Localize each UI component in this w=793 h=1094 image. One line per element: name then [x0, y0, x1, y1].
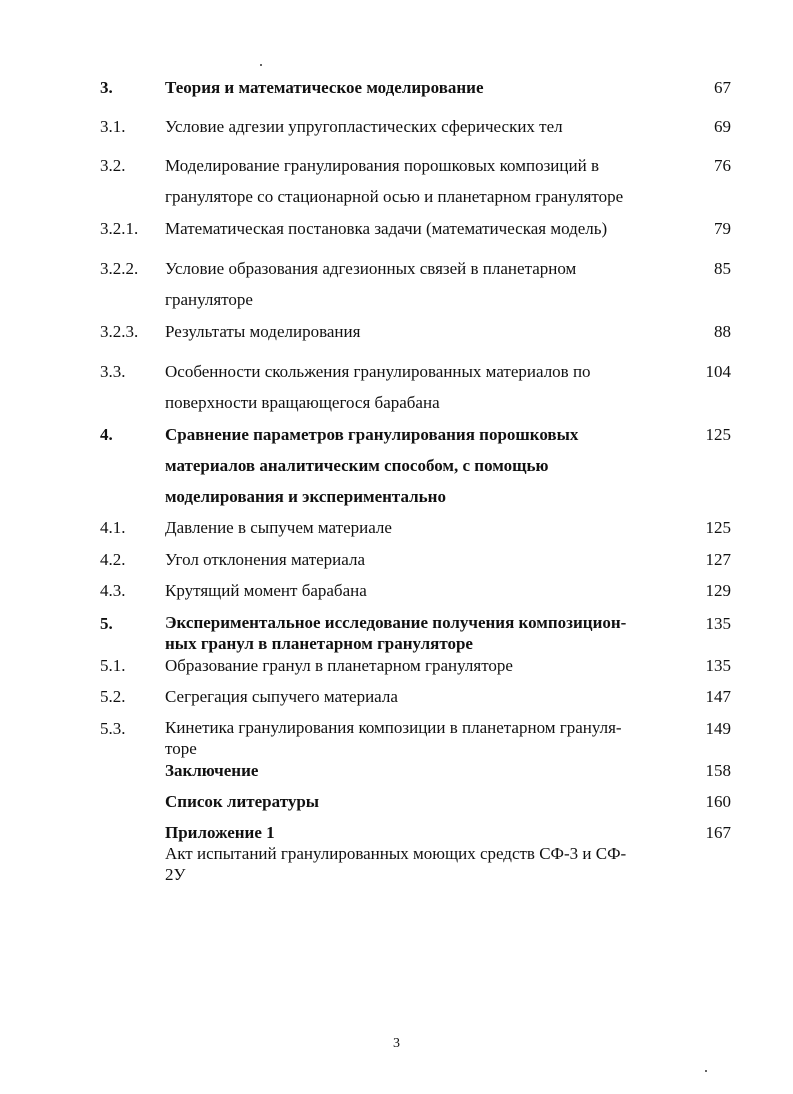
toc-entry-title — [165, 786, 685, 817]
toc-entry-page: 160 — [705, 792, 731, 811]
toc-entry-title-line: торе — [165, 739, 197, 758]
toc-entry-number: 3.2.3. — [100, 322, 139, 341]
toc-entry-number: 4. — [100, 425, 113, 444]
toc-entry-title-line: Математическая постановка задачи (математическая модель) — [165, 219, 608, 238]
toc-entry-title — [165, 111, 685, 142]
toc-entry-title-line: 2У — [165, 865, 186, 884]
toc-entry-page: 125 — [705, 518, 731, 537]
toc-entry-title-line: материалов аналитическим способом, с помощью — [165, 456, 549, 475]
toc-entry-title-line: Особенности скольжения гранулированных материалов по — [165, 362, 591, 381]
toc-entry-page: 85 — [714, 259, 731, 278]
toc-entry-page: 135 — [705, 656, 731, 675]
toc-entry-title-line: грануляторе со стационарной осью и планетарном грануляторе — [165, 187, 624, 206]
toc-entry-number: 3.2.2. — [100, 259, 139, 278]
toc-entry-number: 5.2. — [100, 687, 126, 706]
toc-entry-number: 4.2. — [100, 550, 126, 569]
toc-entry-title-line: ных гранул в планетарном грануляторе — [165, 634, 473, 653]
toc-entry-number: 5. — [100, 614, 113, 633]
toc-entry-number: 3.3. — [100, 362, 126, 381]
toc-entry-page: 69 — [714, 117, 731, 136]
toc-entry-page: 88 — [714, 322, 731, 341]
toc-entry-number: 5.1. — [100, 656, 126, 675]
toc-entry-number: 4.1. — [100, 518, 126, 537]
toc-entry-title-line: Заключение — [165, 761, 259, 780]
toc-entry-title — [165, 72, 685, 103]
toc-entry-title-line: Результаты моделирования — [165, 322, 361, 341]
toc-entry-title — [165, 650, 685, 681]
toc-entry-page: 135 — [705, 614, 731, 633]
toc-entry-title-line: Приложение 1 — [165, 823, 275, 842]
toc-entry-title — [165, 544, 685, 575]
toc-entry-title-line: Моделирование гранулирования порошковых композиций в — [165, 156, 599, 175]
toc-entry-title-line: Список литературы — [165, 792, 320, 811]
toc-entry-title-line: грануляторе — [165, 290, 253, 309]
toc-entry-title — [165, 681, 685, 712]
toc-entry-title — [165, 356, 685, 418]
toc-entry-title-line: Акт испытаний гранулированных моющих средств СФ-3 и СФ- — [165, 844, 627, 863]
scan-speck — [705, 1070, 707, 1072]
toc-entry-number: 3. — [100, 78, 113, 97]
toc-entry-title — [165, 253, 685, 315]
toc-entry-title-line: Давление в сыпучем материале — [165, 518, 392, 537]
toc-entry-title-line: Сравнение параметров гранулирования порошковых — [165, 425, 579, 444]
toc-entry-title-line: моделирования и экспериментально — [165, 487, 446, 506]
toc-entry-title-line: Теория и математическое моделирование — [165, 78, 484, 97]
toc-entry-title — [165, 612, 685, 654]
toc-entry-title — [165, 755, 685, 786]
toc-entry-page: 158 — [705, 761, 731, 780]
toc-entry-title — [165, 213, 685, 244]
toc-entry-title — [165, 419, 685, 512]
toc-entry-title — [165, 822, 685, 885]
toc-entry-number: 3.2.1. — [100, 219, 139, 238]
toc-entry-title-line: Угол отклонения материала — [165, 550, 365, 569]
toc-entry-page: 125 — [705, 425, 731, 444]
toc-entry-page: 147 — [705, 687, 731, 706]
toc-entry-title-line: поверхности вращающегося барабана — [165, 393, 440, 412]
toc-entry-title-line: Условие адгезии упругопластических сферических тел — [165, 117, 563, 136]
toc-entry-page: 129 — [705, 581, 731, 600]
toc-entry-number: 4.3. — [100, 581, 126, 600]
toc-entry-page: 76 — [714, 156, 731, 175]
toc-entry-page: 167 — [705, 823, 731, 842]
toc-entry-number: 5.3. — [100, 719, 126, 738]
toc-entry-title — [165, 512, 685, 543]
toc-entry-page: 149 — [705, 719, 731, 738]
toc-entry-page: 79 — [714, 219, 731, 238]
toc-entry-title-line: Сегрегация сыпучего материала — [165, 687, 398, 706]
toc-entry-title — [165, 316, 685, 347]
toc-entry-page: 127 — [705, 550, 731, 569]
scan-speck — [260, 64, 262, 66]
page-number: 3 — [393, 1036, 400, 1051]
toc-entry-title — [165, 575, 685, 606]
toc-entry-title-line: Крутящий момент барабана — [165, 581, 367, 600]
toc-entry-page: 104 — [705, 362, 731, 381]
toc-entry-number: 3.1. — [100, 117, 126, 136]
toc-entry-number: 3.2. — [100, 156, 126, 175]
toc-entry-title — [165, 717, 685, 759]
toc-entry-title-line: Образование гранул в планетарном грануляторе — [165, 656, 513, 675]
toc-entry-title — [165, 150, 685, 212]
toc-entry-title-line: Условие образования адгезионных связей в планетарном — [165, 259, 577, 278]
toc-entry-title-line: Кинетика гранулирования композиции в планетарном грануля- — [165, 718, 622, 737]
toc-entry-title-line: Экспериментальное исследование получения композицион- — [165, 613, 627, 632]
toc-entry-page: 67 — [714, 78, 731, 97]
